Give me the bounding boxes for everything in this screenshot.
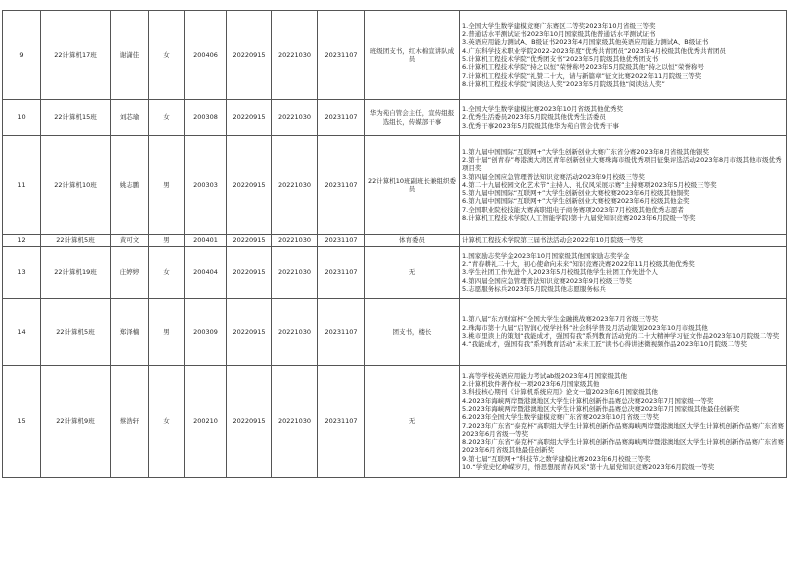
gender: 女: [149, 247, 185, 299]
development-date: 20231107: [318, 11, 365, 100]
table-row: [3, 136, 787, 235]
development-date: 20231107: [318, 247, 365, 299]
awards-cell: [460, 11, 787, 100]
class-name: 22计算机15班: [41, 100, 111, 136]
award-entry: 1.第九届中国国际“互联网+”大学生创新创业大赛广东省分赛2023年8月省级其他银奖: [462, 147, 710, 156]
gender: 女: [149, 100, 185, 136]
class-name: 22计算机10班: [41, 136, 111, 235]
student-name: 姚志鹏: [111, 136, 149, 235]
award-entry: 1.高等学校英语应用能力考试ab级2023年4月国家级其他: [462, 371, 627, 380]
table-row: [3, 235, 787, 247]
awards-cell: [460, 299, 787, 366]
award-entry: 3.桃市里读上的策划“我能成才，强国有我”系列教育活动党的二十大精神学习征文作品2023年10月院级二等奖: [462, 332, 780, 340]
development-date: 20231107: [318, 100, 365, 136]
award-entry: 6.计算机工程技术学院“持之以恒”荣誉称号2023年5月院级其他“持之以恒”荣誉称号: [462, 63, 704, 72]
row-number: 14: [3, 299, 41, 366]
row-number: 12: [3, 235, 41, 247]
award-entry: 4.广东科学技术职业学院2022-2023年度“优秀共青团员”2023年4月校级其他优秀共青团员: [462, 46, 727, 55]
birth-month: 200406: [185, 11, 227, 100]
gender: 男: [149, 299, 185, 366]
awards-cell: [460, 247, 787, 299]
award-entry: 2.普通话水平测试证书2023年10月国家级其他普通话水平测试证书: [462, 30, 656, 39]
award-entry: 5.2023年海峡两岸暨港澳地区大学生计算机创新作品赛总决赛2023年7月国家级其他最佳创新奖: [462, 404, 740, 413]
award-entry: 7.2023年广东省“泰克杯”高职组大学生计算机创新作品赛海峡两岸暨港澳地区大学生计算机创新作品赛广东省赛2023年6月省级一等奖: [462, 421, 784, 438]
award-entry: 7.计算机工程技术学院“礼赞二十大，请与新篇章”征文比赛2022年11月院级三等奖: [462, 71, 702, 80]
student-name: 庄婷婷: [111, 247, 149, 299]
activist-date: 20221030: [272, 247, 318, 299]
class-name: 22计算机19班: [41, 247, 111, 299]
award-entry: 4.第四届全国应急管理普法知识竞赛2023年9月校级三等奖: [462, 276, 632, 285]
student-name: 郑泽楠: [111, 299, 149, 366]
development-date: 20231107: [318, 136, 365, 235]
birth-month: 200401: [185, 235, 227, 247]
application-date: 20220915: [227, 136, 272, 235]
activist-date: 20221030: [272, 235, 318, 247]
application-date: 20220915: [227, 11, 272, 100]
position-held: 无: [365, 366, 460, 478]
award-entry: 5.计算机工程技术学院“优秀团支书”2023年5月院级其他优秀团支书: [462, 55, 659, 63]
awards-cell: [460, 100, 787, 136]
award-entry: 2.“青春耕礼二十大，初心使命向未来”知识竞赛决赛2022年11月校级其他优秀奖: [462, 260, 695, 269]
row-number: 11: [3, 136, 41, 235]
class-name: 22计算机5班: [41, 235, 111, 247]
award-entry: 9.第七届“互联网+”科技节之数学建模比赛2023年6月校级三等奖: [462, 454, 651, 463]
development-date: 20231107: [318, 366, 365, 478]
position-held: 华为苑自管会主任，宣传组报选组长，传媒部干事: [365, 100, 460, 136]
award-entry: 3.第四届全国应急管理普法知识竞赛活动2023年9月校级三等奖: [462, 172, 645, 181]
class-name: 22计算机5班: [41, 299, 111, 366]
award-entry: 6.第九届中国国际“互联网+”大学生创新创业大赛校赛2023年6月校级其他金奖: [462, 197, 690, 206]
award-entry: 8.计算机工程技术学院“阅读达人奖”2023年5月院级其他“阅读达人奖”: [462, 79, 665, 88]
gender: 女: [149, 11, 185, 100]
award-entry: 5.志愿服务标兵2023年5月院级其他志愿服务标兵: [462, 284, 606, 293]
award-entry: 计算机工程技术学院第三届书法活动会2022年10月院级一等奖: [462, 236, 643, 245]
award-entry: 8.计算机工程技术学院(人工智能学院)第十九届党知识竞赛2023年6月院级一等奖: [462, 214, 696, 223]
award-entry: 10.“学党史忆峥嵘岁月，悟思想展青春风采”第十九届党知识竞赛2023年6月院级一等奖: [462, 463, 715, 472]
student-name: 蔡浩轩: [111, 366, 149, 478]
award-entry: 7.全国职业院校技能大赛高职组电子商务赛项2023年7月校级其他优秀志愿者: [462, 205, 684, 214]
row-number: 15: [3, 366, 41, 478]
student-honors-table: [2, 10, 787, 478]
student-name: 谢潇佳: [111, 11, 149, 100]
award-entry: 1.全国大学生数学建模比赛2023年10月省级其他优秀奖: [462, 105, 624, 114]
activist-date: 20221030: [272, 136, 318, 235]
award-entry: 3.学生社团工作先进个人2023年5月校级其他学生社团工作先进个人: [462, 268, 658, 277]
table-row: [3, 100, 787, 136]
class-name: 22计算机17班: [41, 11, 111, 100]
row-number: 13: [3, 247, 41, 299]
award-entry: 4.2023年海峡两岸暨港澳地区大学生计算机创新作品赛总决赛2023年7月国家级一等奖: [462, 396, 714, 405]
award-entry: 4.第二十九届校园文化艺术节“主持人、礼仪风采展示赛”主持赛项2023年5月校级三等奖: [462, 180, 717, 189]
activist-date: 20221030: [272, 366, 318, 478]
row-number: 9: [3, 11, 41, 100]
table-row: [3, 11, 787, 100]
award-entry: 2.珠海市第十九届“启智润心悦学社科”社会科学普及月活动策划2023年10月市级其他: [462, 323, 708, 332]
award-entry: 3.英语应用能力测试A、B级证书2023年4月国家级其他英语应用能力测试A、B级证书: [462, 38, 709, 47]
application-date: 20220915: [227, 299, 272, 366]
birth-month: 200308: [185, 100, 227, 136]
award-entry: 2.计算机软件著作权一项2023年6月国家级其他: [462, 379, 600, 388]
position-held: 22计算机10班副班长兼组织委员: [365, 136, 460, 235]
row-number: 10: [3, 100, 41, 136]
activist-date: 20221030: [272, 11, 318, 100]
position-held: 无: [365, 247, 460, 299]
position-held: 班级团支书，红木棉宣讲队成员: [365, 11, 460, 100]
birth-month: 200303: [185, 136, 227, 235]
application-date: 20220915: [227, 247, 272, 299]
activist-date: 20221030: [272, 100, 318, 136]
award-entry: 5.第九届中国国际“互联网+”大学生创新创业大赛校赛2023年6月校级其他铜奖: [462, 189, 690, 198]
award-entry: 4.“我能成才，强国有我”系列教育活动“未来工匠”读书心得讲述微视频作品2023年10月院级二等奖: [462, 340, 747, 349]
award-entry: 1.国家励志奖学金2023年10月国家级其他国家励志奖学金: [462, 251, 630, 260]
student-name: 刘芯瑜: [111, 100, 149, 136]
development-date: 20231107: [318, 299, 365, 366]
class-name: 22计算机9班: [41, 366, 111, 478]
table-row: [3, 299, 787, 366]
birth-month: 200404: [185, 247, 227, 299]
position-held: 团支书，楼长: [365, 299, 460, 366]
development-date: 20231107: [318, 235, 365, 247]
award-entry: 3.科技核心期刊《计算机系统应用》论文一篇2023年6月国家级其他: [462, 388, 658, 397]
awards-cell: [460, 136, 787, 235]
application-date: 20220915: [227, 235, 272, 247]
application-date: 20220915: [227, 100, 272, 136]
table-row: [3, 366, 787, 478]
award-entry: 2.第十届“创青春”粤港澳大湾区青年创新创业大赛珠海市级优秀项目征集评选活动2023年8月市级其他市级优秀项目奖: [462, 155, 782, 173]
gender: 男: [149, 136, 185, 235]
activist-date: 20221030: [272, 299, 318, 366]
birth-month: 200210: [185, 366, 227, 478]
application-date: 20220915: [227, 366, 272, 478]
award-entry: 3.优秀干事2023年5月院级其他华为苑自管会优秀干事: [462, 121, 619, 130]
birth-month: 200309: [185, 299, 227, 366]
position-held: 体育委员: [365, 235, 460, 247]
student-name: 黄可文: [111, 235, 149, 247]
gender: 男: [149, 235, 185, 247]
awards-cell: [460, 235, 787, 247]
award-entry: 1.全国大学生数学建模竞赛广东赛区二等奖2023年10月省级三等奖: [462, 21, 656, 30]
gender: 女: [149, 366, 185, 478]
award-entry: 8.2023年广东省“泰克杯”高职组大学生计算机创新作品赛海峡两岸暨港澳地区大学生计算机创新作品赛广东省赛2023年6月省级其他最佳创新奖: [462, 438, 784, 455]
awards-cell: [460, 366, 787, 478]
award-entry: 6.2023年全国大学生数学建模竞赛广东省赛2023年10月省级三等奖: [462, 413, 660, 422]
table-row: [3, 247, 787, 299]
award-entry: 1.第八届“东方财富杯”全国大学生金融挑战赛2023年7月省级三等奖: [462, 315, 659, 324]
award-entry: 2.优秀生活委员2023年5月院级其他优秀生活委员: [462, 113, 606, 122]
